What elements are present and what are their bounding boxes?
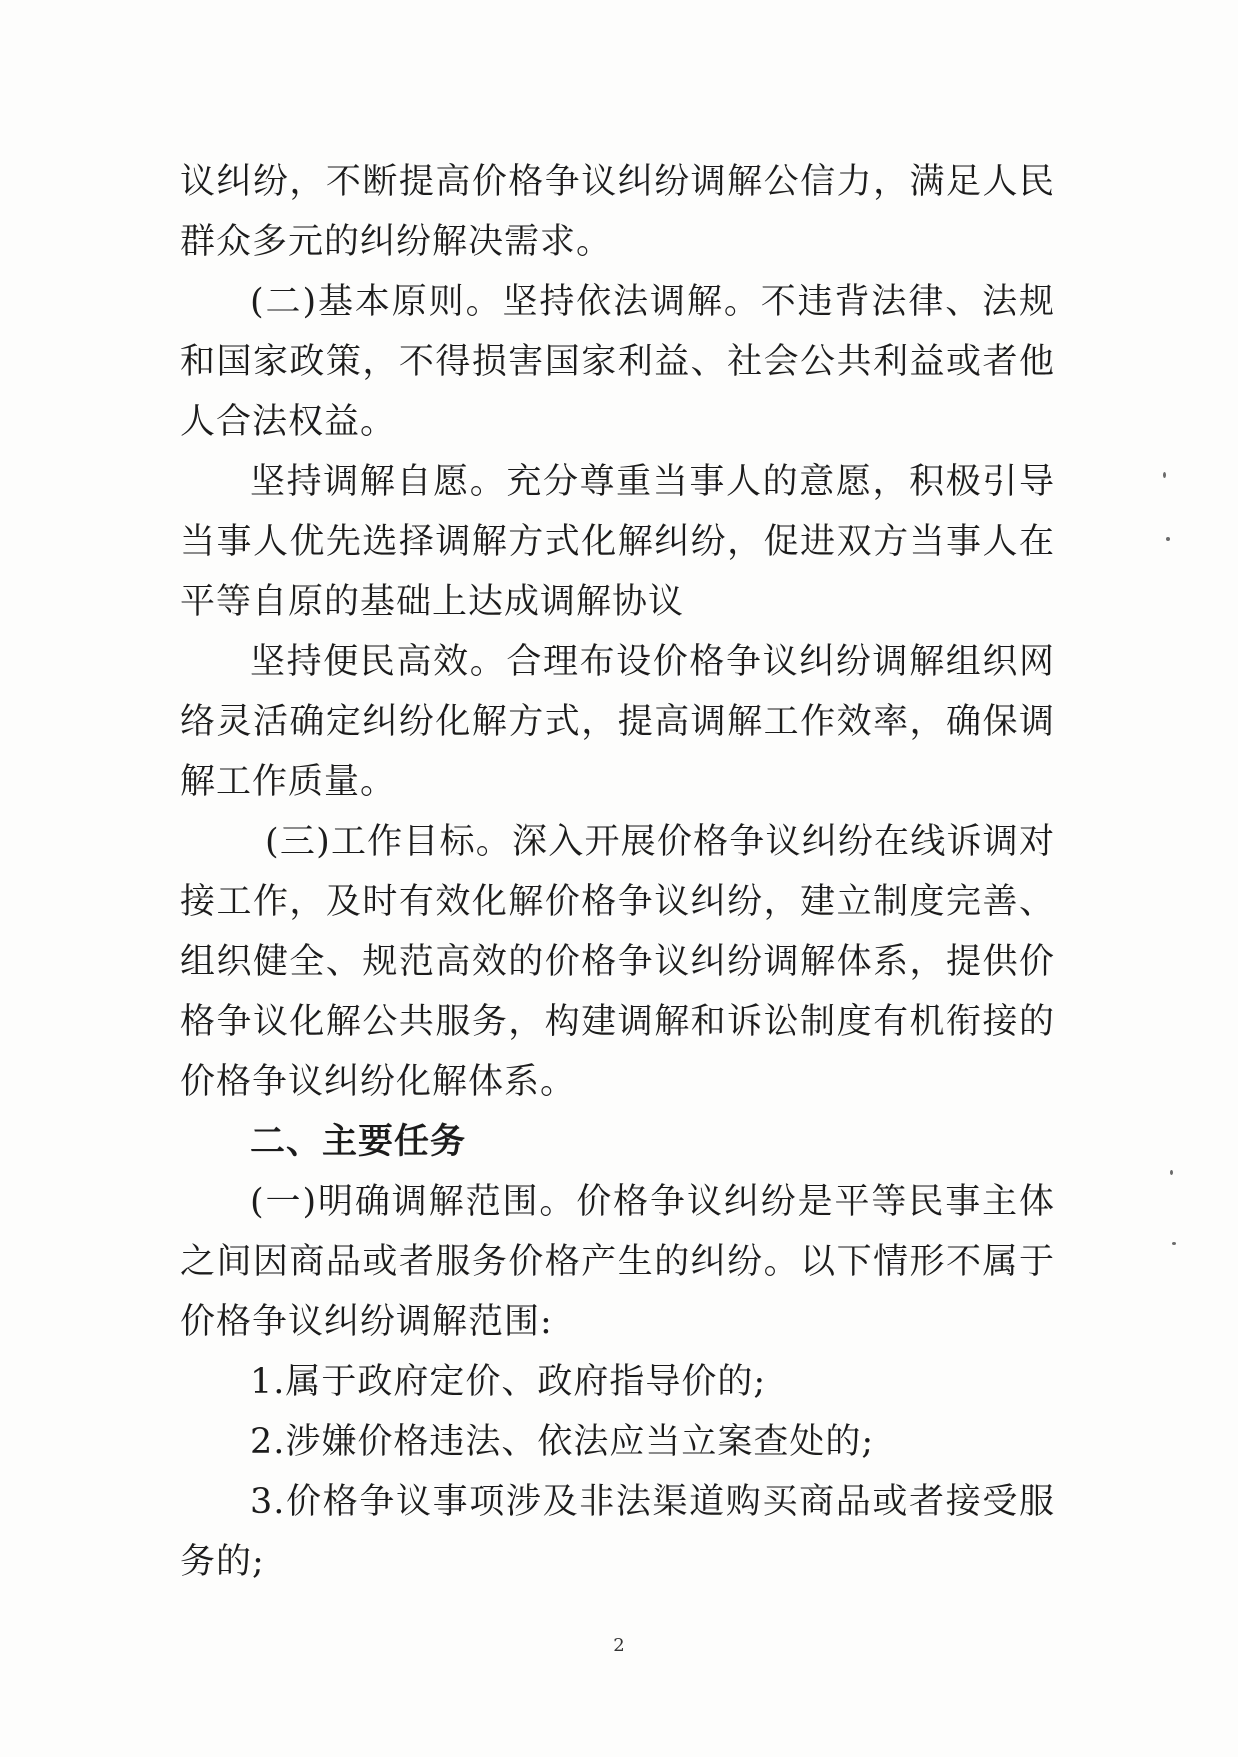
scan-speck [1166, 537, 1170, 541]
paragraph-basic-principles: (二)基本原则。坚持依法调解。不违背法律、法规和国家政策，不得损害国家利益、社会公共利益或者他人合法权益。 [180, 282, 1055, 442]
list-item-2: 2.涉嫌价格违法、依法应当立案查处的; [250, 1422, 875, 1462]
paragraph-convenience-efficiency: 坚持便民高效。合理布设价格争议纠纷调解组织网络灵活确定纠纷化解方式，提高调解工作效率，确保调解工作质量。 [180, 642, 1055, 802]
page-number: 2 [613, 1635, 625, 1656]
paragraph-voluntary-mediation: 坚持调解自愿。充分尊重当事人的意愿，积极引导当事人优先选择调解方式化解纠纷，促进双方当事人在平等自原的基础上达成调解协议 [180, 462, 1055, 622]
scan-speck [1172, 1242, 1176, 1245]
list-item-3: 3.价格争议事项涉及非法渠道购买商品或者接受服务的; [180, 1482, 1055, 1582]
list-item-1: 1.属于政府定价、政府指导价的; [250, 1362, 767, 1402]
scan-speck [1170, 1170, 1173, 1175]
scan-speck [1163, 472, 1166, 478]
section-heading-main-tasks: 二、主要任务 [250, 1122, 467, 1162]
paragraph-continued: 议纠纷，不断提高价格争议纠纷调解公信力，满足人民群众多元的纠纷解决需求。 [180, 162, 1055, 262]
document-body [180, 152, 1055, 1592]
paragraph-work-goals: (三)工作目标。深入开展价格争议纠纷在线诉调对接工作，及时有效化解价格争议纠纷，建立制度完善、组织健全、规范高效的价格争议纠纷调解体系，提供价格争议化解公共服务，构建调解和诉讼制度有机衔接的价格争议纠纷化解体系。 [180, 822, 1055, 1102]
paragraph-mediation-scope: (一)明确调解范围。价格争议纠纷是平等民事主体之间因商品或者服务价格产生的纠纷。以下情形不属于价格争议纠纷调解范围: [180, 1182, 1055, 1342]
